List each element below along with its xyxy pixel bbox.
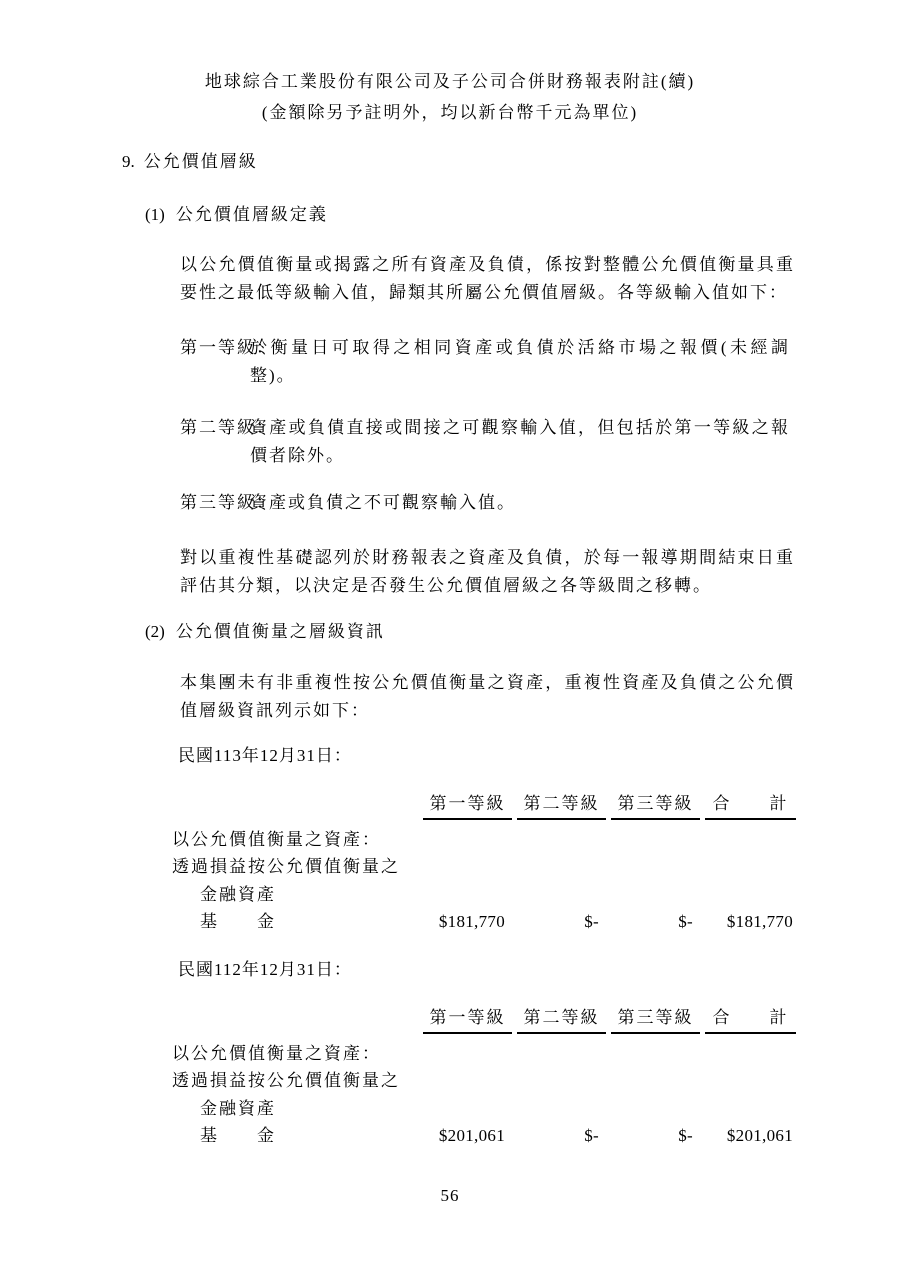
funds-level3-value: $- — [678, 1126, 693, 1146]
table-row: 金融資產 — [200, 1098, 276, 1118]
table-row: 透過損益按公允價值衡量之 — [172, 1071, 400, 1091]
column-header-level2: 第二等級 — [517, 1003, 606, 1034]
funds-level1-value: $201,061 — [438, 1126, 505, 1146]
level-1-text: 於衡量日可取得之相同資產或負債於活絡市場之報價(未經調整)。 — [250, 338, 790, 385]
subsection-1-heading — [145, 200, 328, 225]
level-info-intro: 本集團未有非重複性按公允價值衡量之資產，重複性資產及負債之公允價值層級資訊列示如下： — [180, 673, 795, 720]
column-header-level1: 第一等級 — [423, 789, 512, 820]
table-2023-header-spacer — [172, 1003, 423, 1034]
level-3-label: 第三等級： — [180, 493, 275, 512]
section-9-heading — [122, 147, 258, 172]
subsection-2-heading — [145, 617, 385, 642]
fair-value-table-2024 — [172, 789, 798, 936]
level-2-definition — [180, 414, 790, 469]
currency-unit-note: (金額除另予註明外，均以新台幣千元為單位) — [261, 103, 639, 122]
column-header-level3: 第三等級 — [611, 1003, 700, 1034]
document-title: 地球綜合工業股份有限公司及子公司合併財務報表附註(續) — [204, 72, 696, 91]
column-header-total: 合 計 — [705, 789, 796, 820]
level-1-definition — [180, 334, 790, 389]
level-1-label: 第一等級： — [180, 338, 275, 357]
funds-level2-value: $- — [584, 1126, 599, 1146]
table-row: 透過損益按公允價值衡量之 — [172, 857, 400, 877]
column-header-level2: 第二等級 — [517, 789, 606, 820]
funds-level3-value: $- — [678, 912, 693, 932]
column-header-level1: 第一等級 — [423, 1003, 512, 1034]
column-header-level3: 第三等級 — [611, 789, 700, 820]
row-label-funds: 基 金 — [200, 912, 276, 932]
date-label-2024: 民國113年12月31日： — [178, 746, 352, 765]
row-label-funds: 基 金 — [200, 1126, 276, 1146]
fair-value-table-2023 — [172, 1003, 798, 1150]
level-2-text: 資產或負債直接或間接之可觀察輸入值，但包括於第一等級之報價者除外。 — [250, 418, 790, 465]
table-2024-header-row — [172, 789, 798, 820]
section-title: 公允價值層級 — [143, 152, 258, 171]
page-number: 56 — [440, 1186, 460, 1205]
table-row-funds — [172, 908, 798, 935]
level-3-definition — [180, 489, 790, 517]
subsection-2-number: (2) — [145, 622, 165, 641]
level-3-text: 資產或負債之不可觀察輸入值。 — [250, 493, 516, 512]
table-row: 以公允價值衡量之資產： — [172, 830, 381, 849]
table-row: 金融資產 — [200, 884, 276, 904]
table-row-funds — [172, 1122, 798, 1149]
funds-total-value: $201,061 — [726, 1126, 793, 1146]
reassessment-paragraph: 對以重複性基礎認列於財務報表之資產及負債，於每一報導期間結束日重評估其分類，以決定是否發生公允價值層級之各等級間之移轉。 — [180, 548, 795, 595]
table-2024-header-spacer — [172, 789, 423, 820]
subsection-1-number: (1) — [145, 205, 165, 224]
subsection-2-title: 公允價值衡量之層級資訊 — [175, 622, 385, 641]
document-header — [0, 66, 900, 128]
date-label-2023: 民國112年12月31日： — [178, 960, 352, 979]
funds-level2-value: $- — [584, 912, 599, 932]
funds-total-value: $181,770 — [726, 912, 793, 932]
section-number: 9. — [122, 152, 135, 171]
funds-level1-value: $181,770 — [438, 912, 505, 932]
column-header-total: 合 計 — [705, 1003, 796, 1034]
table-row: 以公允價值衡量之資產： — [172, 1044, 381, 1063]
fair-value-definition-intro: 以公允價值衡量或揭露之所有資產及負債，係按對整體公允價值衡量具重要性之最低等級輸入值，歸類其所屬公允價值層級。各等級輸入值如下： — [180, 255, 795, 302]
level-2-label: 第二等級： — [180, 418, 275, 437]
table-2023-header-row — [172, 1003, 798, 1034]
subsection-1-title: 公允價值層級定義 — [175, 205, 328, 224]
